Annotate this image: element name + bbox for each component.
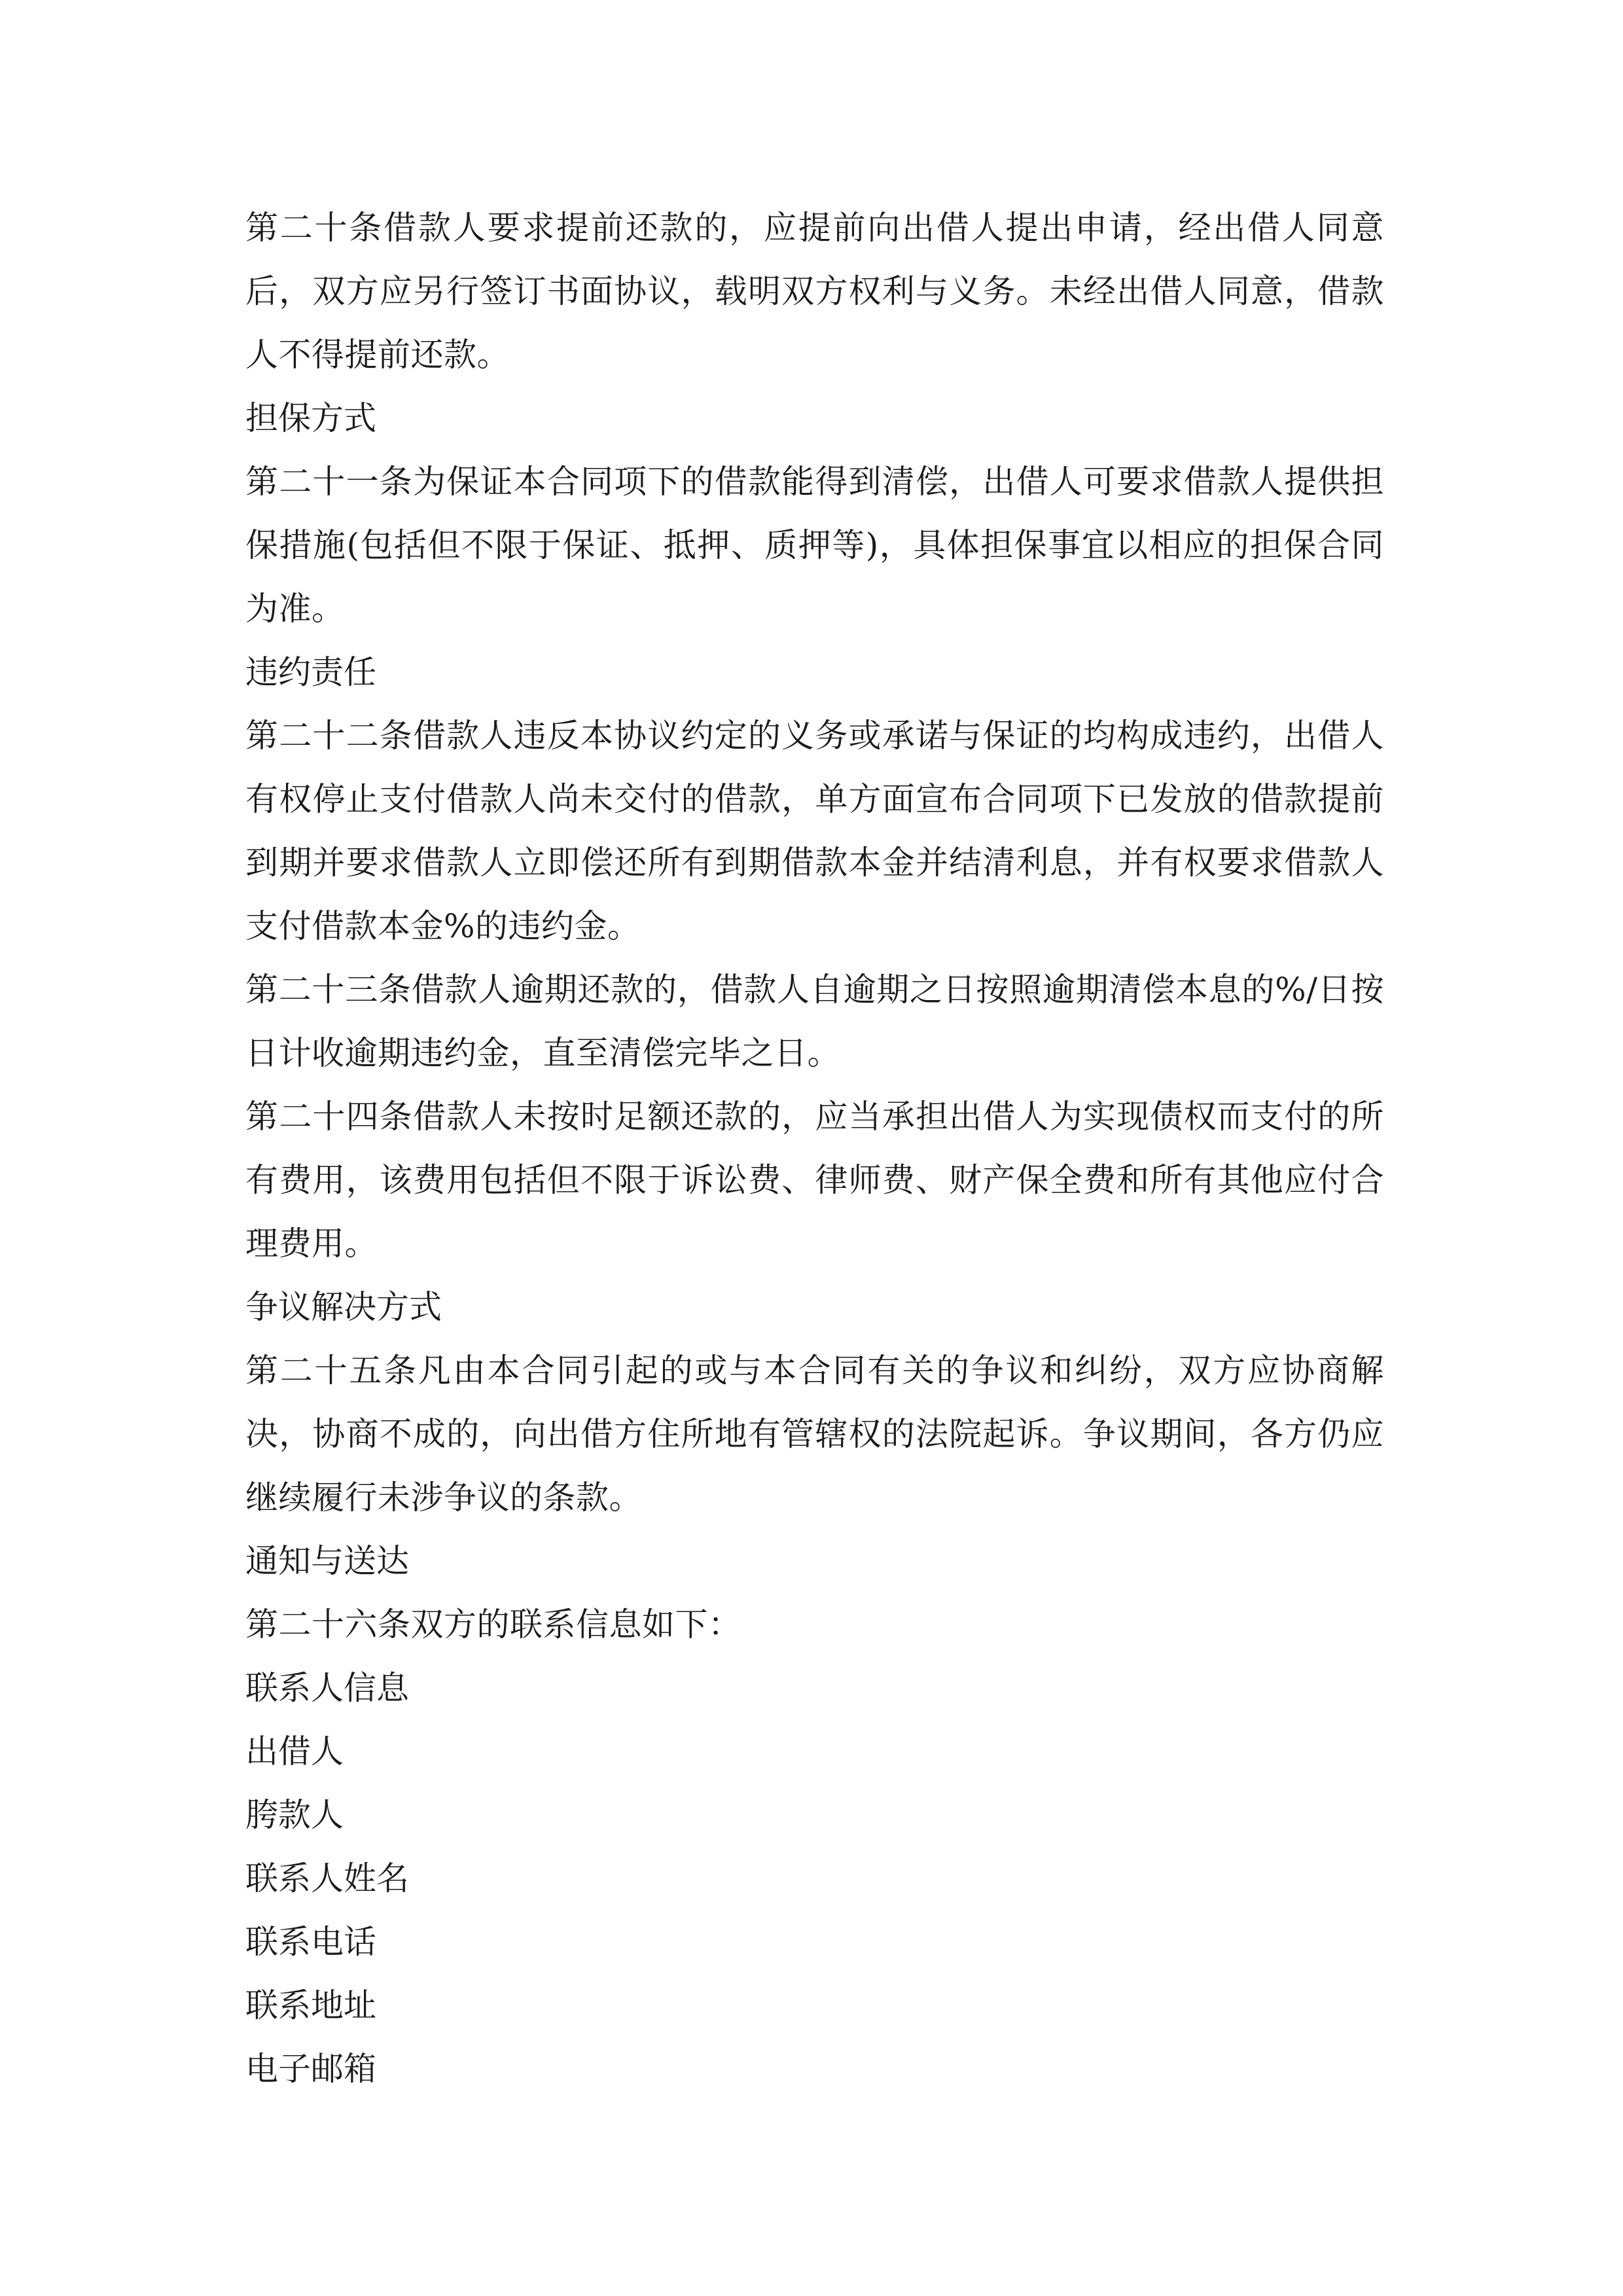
contact-phone-label: 联系电话 bbox=[245, 1923, 376, 1961]
borrower-label: 胯款人 bbox=[245, 1796, 344, 1834]
contact-info-label: 联系人信息 bbox=[245, 1669, 409, 1707]
lender-label: 出借人 bbox=[245, 1732, 344, 1770]
section-heading-dispute: 争议解决方式 bbox=[245, 1288, 442, 1326]
section-heading-liability: 违约责任 bbox=[245, 653, 376, 691]
email-label: 电子邮箱 bbox=[245, 2050, 376, 2088]
contact-name-label: 联系人姓名 bbox=[245, 1859, 409, 1897]
article-20-paragraph: 第二十条借款人要求提前还款的，应提前向出借人提出申请，经出借人同意后，双方应另行签订书面协议，载明双方权利与义务。未经出借人同意，借款人不得提前还款。 bbox=[245, 209, 1384, 374]
article-26-paragraph: 第二十六条双方的联系信息如下： bbox=[245, 1605, 741, 1643]
document-body bbox=[245, 196, 1384, 2101]
article-25-paragraph: 第二十五条凡由本合同引起的或与本合同有关的争议和纠纷，双方应协商解决，协商不成的，向出借方住所地有管辖权的法院起诉。争议期间，各方仍应继续履行未涉争议的条款。 bbox=[245, 1352, 1384, 1516]
section-heading-notice: 通知与送达 bbox=[245, 1542, 409, 1580]
section-heading-guarantee: 担保方式 bbox=[245, 399, 376, 437]
article-24-paragraph: 第二十四条借款人未按时足额还款的，应当承担出借人为实现债权而支付的所有费用，该费用包括但不限于诉讼费、律师费、财产保全费和所有其他应付合理费用。 bbox=[245, 1098, 1384, 1263]
article-23-paragraph: 第二十三条借款人逾期还款的，借款人自逾期之日按照逾期清偿本息的%/日按日计收逾期违约金，直至清偿完毕之日。 bbox=[245, 971, 1384, 1072]
article-22-paragraph: 第二十二条借款人违反本协议约定的义务或承诺与保证的均构成违约，出借人有权停止支付借款人尚未交付的借款，单方面宣布合同项下已发放的借款提前到期并要求借款人立即偿还所有到期借款本金并结清利息，并有权要求借款人支付借款本金%的违约金。 bbox=[245, 717, 1384, 945]
article-21-paragraph: 第二十一条为保证本合同项下的借款能得到清偿，出借人可要求借款人提供担保措施(包括但不限于保证、抵押、质押等)，具体担保事宜以相应的担保合同为准。 bbox=[245, 463, 1384, 628]
contact-address-label: 联系地址 bbox=[245, 1986, 376, 2024]
